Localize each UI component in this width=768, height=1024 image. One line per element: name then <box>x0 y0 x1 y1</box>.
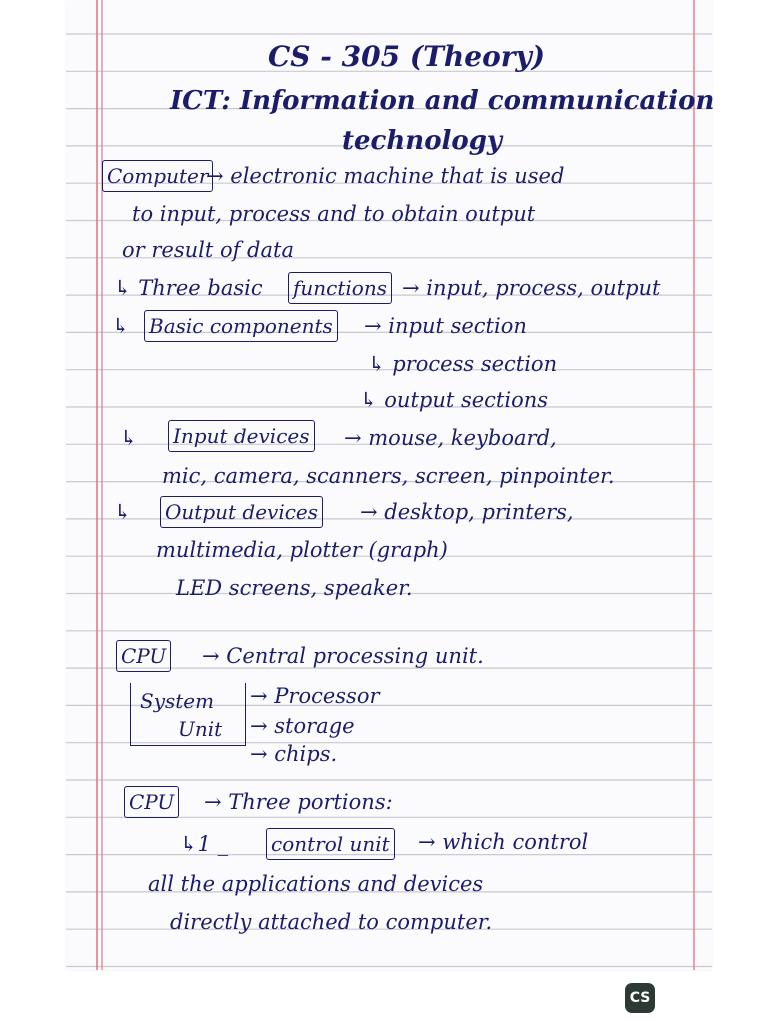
control-unit-rest: → which control <box>418 830 589 854</box>
computer-def-line3: or result of data <box>122 238 294 262</box>
system-storage: → storage <box>250 714 355 738</box>
components-box: Basic components <box>144 310 338 342</box>
computer-box: Computer <box>102 160 213 192</box>
ict-heading: ICT: Information and communication <box>170 86 715 116</box>
system-chips: → chips. <box>250 742 338 766</box>
input-prefix: ↳ <box>120 426 138 450</box>
output-devices-rest3: LED screens, speaker. <box>176 576 413 600</box>
functions-rest: → input, process, output <box>402 276 661 300</box>
cpu-portions-box: CPU <box>124 786 179 818</box>
system-unit-line2: Unit <box>178 717 223 741</box>
cpu-box: CPU <box>116 640 171 672</box>
control-unit-box: control unit <box>266 828 395 860</box>
functions-prefix: ↳ Three basic <box>114 276 263 300</box>
output-prefix: ↳ <box>114 500 132 524</box>
computer-def-line1: → electronic machine that is used <box>206 164 565 188</box>
output-devices-box: Output devices <box>160 496 323 528</box>
output-section: ↳ output sections <box>360 388 549 412</box>
process-section: ↳ process section <box>368 352 558 376</box>
control-prefix: ↳1 _ <box>180 832 229 856</box>
cpu-portions-def: → Three portions: <box>204 790 393 814</box>
components-prefix: ↳ <box>112 314 130 338</box>
input-devices-rest: → mouse, keyboard, <box>344 426 557 450</box>
input-devices-box: Input devices <box>168 420 315 452</box>
system-processor: → Processor <box>250 684 380 708</box>
components-rest: → input section <box>364 314 527 338</box>
ict-heading-cont: technology <box>342 126 503 156</box>
cpu-def: → Central processing unit. <box>202 644 484 668</box>
output-devices-rest: → desktop, printers, <box>360 500 574 524</box>
computer-def-line2: to input, process and to obtain output <box>132 202 536 226</box>
output-devices-rest2: multimedia, plotter (graph) <box>156 538 448 562</box>
functions-box: functions <box>288 272 392 304</box>
input-devices-rest2: mic, camera, scanners, screen, pinpointer. <box>162 464 615 488</box>
system-unit-line1: System <box>140 689 215 713</box>
control-unit-rest2: all the applications and devices <box>148 872 484 896</box>
camscanner-logo: CS <box>625 983 655 1013</box>
course-title: CS - 305 (Theory) <box>268 40 546 73</box>
control-unit-rest3: directly attached to computer. <box>170 910 493 934</box>
